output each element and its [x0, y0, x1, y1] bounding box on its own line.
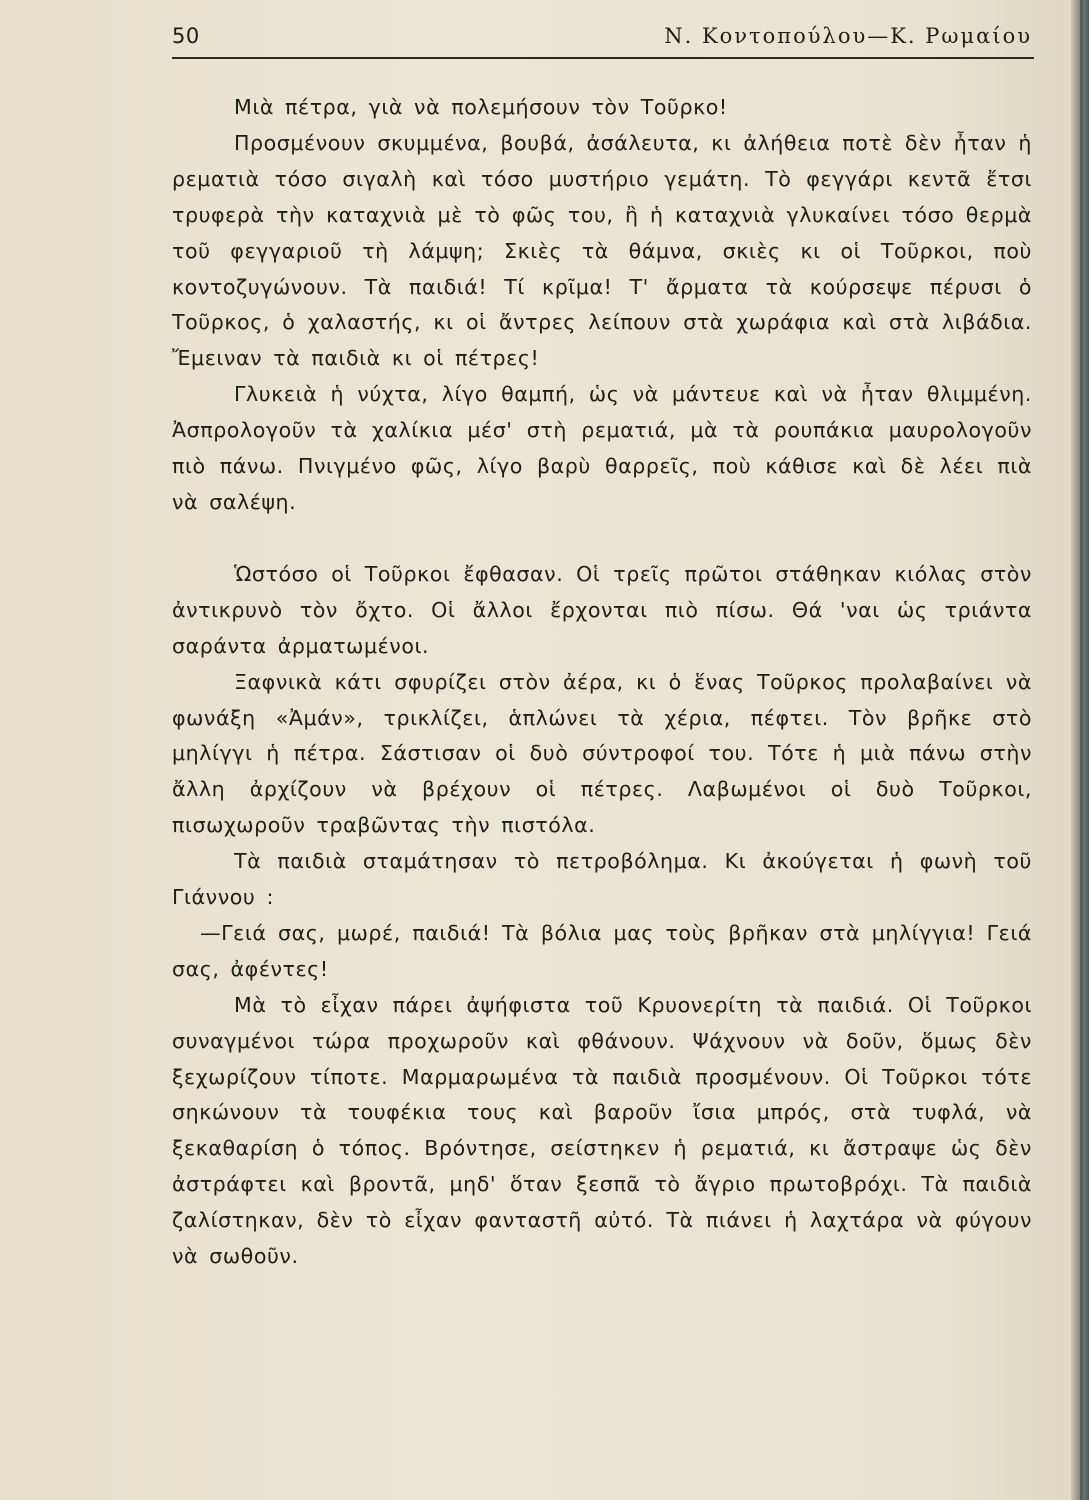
spine-shadow-line: [1080, 0, 1083, 1500]
header-rule: [172, 57, 1034, 59]
body-text: [172, 90, 1032, 1275]
paragraph: Γλυκειὰ ἡ νύχτα, λίγο θαμπή, ὡς νὰ μάντευε καὶ νὰ ἦταν θλιμμένη. Ἀσπρολογοῦν τὰ χαλίκια μέσ' στὴ ρεματιά, μὰ τὰ ρουπάκια μαυρολογοῦν πιὸ πάνω. Πνιγμένο φῶς, λίγο βαρὺ θαρρεῖς, ποὺ κάθισε καὶ δὲ λέει πιὰ νὰ σαλέψη.: [172, 382, 1032, 514]
page-number: 50: [172, 24, 200, 48]
paragraph: Μὰ τὸ εἶχαν πάρει ἀψήφιστα τοῦ Κρυονερίτη τὰ παιδιά. Οἱ Τοῦρκοι συναγμένοι τώρα προχωροῦν καὶ φθάνουν. Ψάχνουν νὰ δοῦν, ὅμως δὲν ξεχωρίζουν τίποτε. Μαρμαρωμένα τὰ παιδιὰ προσμένουν. Οἱ Τοῦρκοι τότε σηκώνουν τὰ τουφέκια τους καὶ βαροῦν ἴσια μπρός, στὰ τυφλά, νὰ ξεκαθαρίση ὁ τόπος. Βρόντησε, σείστηκεν ἡ ρεματιά, κι ἄστραψε ὡς δὲν ἀστράφτει καὶ βροντᾶ, μηδ' ὅταν ξεσπᾶ τὸ ἄγριο πρωτοβρόχι. Τὰ παιδιὰ ζαλίστηκαν, δὲν τὸ εἶχαν φανταστῆ αὐτό. Τὰ πιάνει ἡ λαχτάρα νὰ φύγουν νὰ σωθοῦν.: [172, 992, 1032, 1269]
running-head-authors: Ν. Κοντοπούλου—Κ. Ρωμαίου: [664, 24, 1032, 48]
paragraph: Προσμένουν σκυμμένα, βουβά, ἀσάλευτα, κι ἀλήθεια ποτὲ δὲν ἦταν ἡ ρεματιὰ τόσο σιγαλὴ καὶ τόσο μυστήριο γεμάτη. Τὸ φεγγάρι κεντᾶ ἔτσι τρυφερὰ τὴν καταχνιὰ μὲ τὸ φῶς του, ἢ ἡ καταχνιὰ γλυκαίνει τόσο θερμὰ τοῦ φεγγαριοῦ τὴ λάμψη; Σκιὲς τὰ θάμνα, σκιὲς κι οἱ Τοῦρκοι, ποὺ κοντοζυγώνουν. Τὰ παιδιά! Τί κρῖμα! Τ' ἄρματα τὰ κούρσεψε πέρυσι ὁ Τοῦρκος, ὁ χαλαστής, κι οἱ ἄντρες λείπουν στὰ χωράφια καὶ στὰ λιβάδια. Ἔμειναν τὰ παιδιὰ κι οἱ πέτρες!: [172, 130, 1032, 371]
paragraph: Ξαφνικὰ κάτι σφυρίζει στὸν ἀέρα, κι ὁ ἕνας Τοῦρκος προλαβαίνει νὰ φωνάξη «Ἀμάν», τρικλίζει, ἁπλώνει τὰ χέρια, πέφτει. Τὸν βρῆκε στὸ μηλίγγι ἡ πέτρα. Σάστισαν οἱ δυὸ σύντροφοί του. Τότε ἡ μιὰ πάνω στὴν ἄλλη ἀρχίζουν νὰ βρέχουν οἱ πέτρες. Λαβωμένοι οἱ δυὸ Τοῦρκοι, πισωχωροῦν τραβῶντας τὴν πιστόλα.: [172, 669, 1032, 838]
paragraph: Ὡστόσο οἱ Τοῦρκοι ἔφθασαν. Οἱ τρεῖς πρῶτοι στάθηκαν κιόλας στὸν ἀντικρυνὸ τὸν ὄχτο. Οἱ ἄλλοι ἔρχονται πιὸ πίσω. Θά 'ναι ὡς τριάντα σαράντα ἀρματωμένοι.: [172, 561, 1032, 658]
page-header: [172, 18, 1032, 58]
paragraph: Μιὰ πέτρα, γιὰ νὰ πολεμήσουν τὸν Τοῦρκο!: [234, 95, 728, 119]
paragraph: Τὰ παιδιὰ σταμάτησαν τὸ πετροβόλημα. Κι ἀκούγεται ἡ φωνὴ τοῦ Γιάννου :: [172, 849, 1032, 910]
dialogue-line: —Γειά σας, μωρέ, παιδιά! Τὰ βόλια μας τοὺς βρῆκαν στὰ μηλίγγια! Γειά σας, ἀφέντες!: [172, 920, 1032, 981]
book-spine-edge: [1071, 0, 1089, 1500]
